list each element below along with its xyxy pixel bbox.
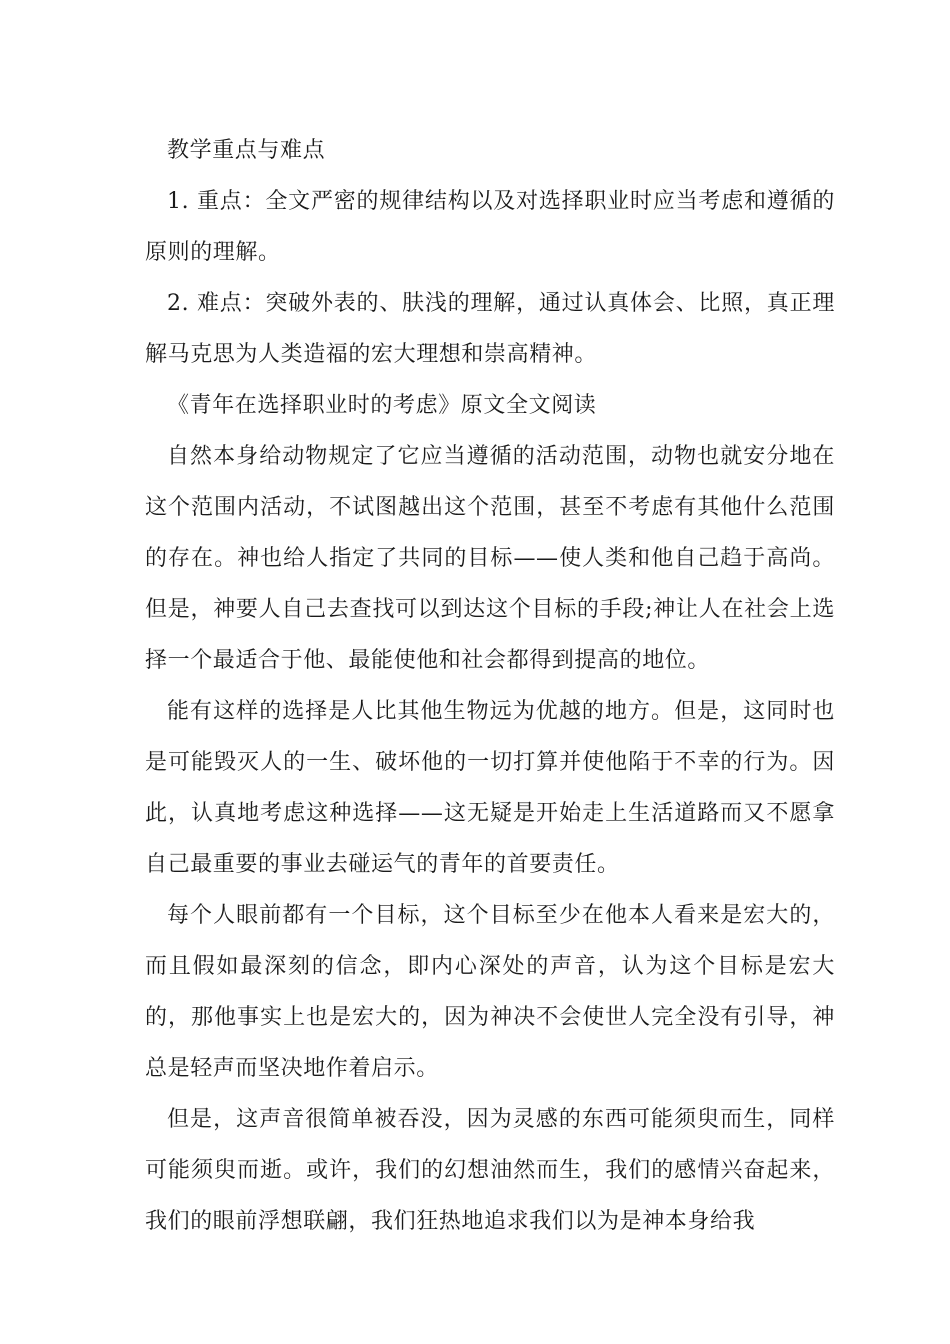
paragraph-article-title: 《青年在选择职业时的考虑》原文全文阅读 <box>167 393 597 418</box>
paragraph-body-3: 每个人眼前都有一个目标，这个目标至少在他本人看来是宏大的，而且假如最深刻的信念，即内心深处的声音，认为这个目标是宏大的，那他事实上也是宏大的，因为神决不会使世人完全没有引导，神总是轻声而坚决地作着启示。 <box>145 903 835 1081</box>
paragraph-body-2: 能有这样的选择是人比其他生物远为优越的地方。但是，这同时也是可能毁灭人的一生、破坏他的一切打算并使他陷于不幸的行为。因此，认真地考虑这种选择——这无疑是开始走上生活道路而又不愿拿自己最重要的事业去碰运气的青年的首要责任。 <box>145 699 835 877</box>
paragraph-body-4: 但是，这声音很简单被吞没，因为灵感的东西可能须臾而生，同样可能须臾而逝。或许，我们的幻想油然而生，我们的感情兴奋起来，我们的眼前浮想联翩，我们狂热地追求我们以为是神本身给我 <box>145 1107 835 1234</box>
paragraph-key-point: 1. 重点：全文严密的规律结构以及对选择职业时应当考虑和遵循的原则的理解。 <box>145 189 835 265</box>
paragraph-difficult-point: 2. 难点：突破外表的、肤浅的理解，通过认真体会、比照，真正理解马克思为人类造福的宏大理想和崇高精神。 <box>145 291 835 367</box>
document-body <box>145 125 835 1247</box>
section-heading: 教学重点与难点 <box>167 138 326 163</box>
paragraph-body-1: 自然本身给动物规定了它应当遵循的活动范围，动物也就安分地在这个范围内活动，不试图越出这个范围，甚至不考虑有其他什么范围的存在。神也给人指定了共同的目标——使人类和他自己趋于高尚。但是，神要人自己去查找可以到达这个目标的手段;神让人在社会上选择一个最适合于他、最能使他和社会都得到提高的地位。 <box>145 444 835 673</box>
